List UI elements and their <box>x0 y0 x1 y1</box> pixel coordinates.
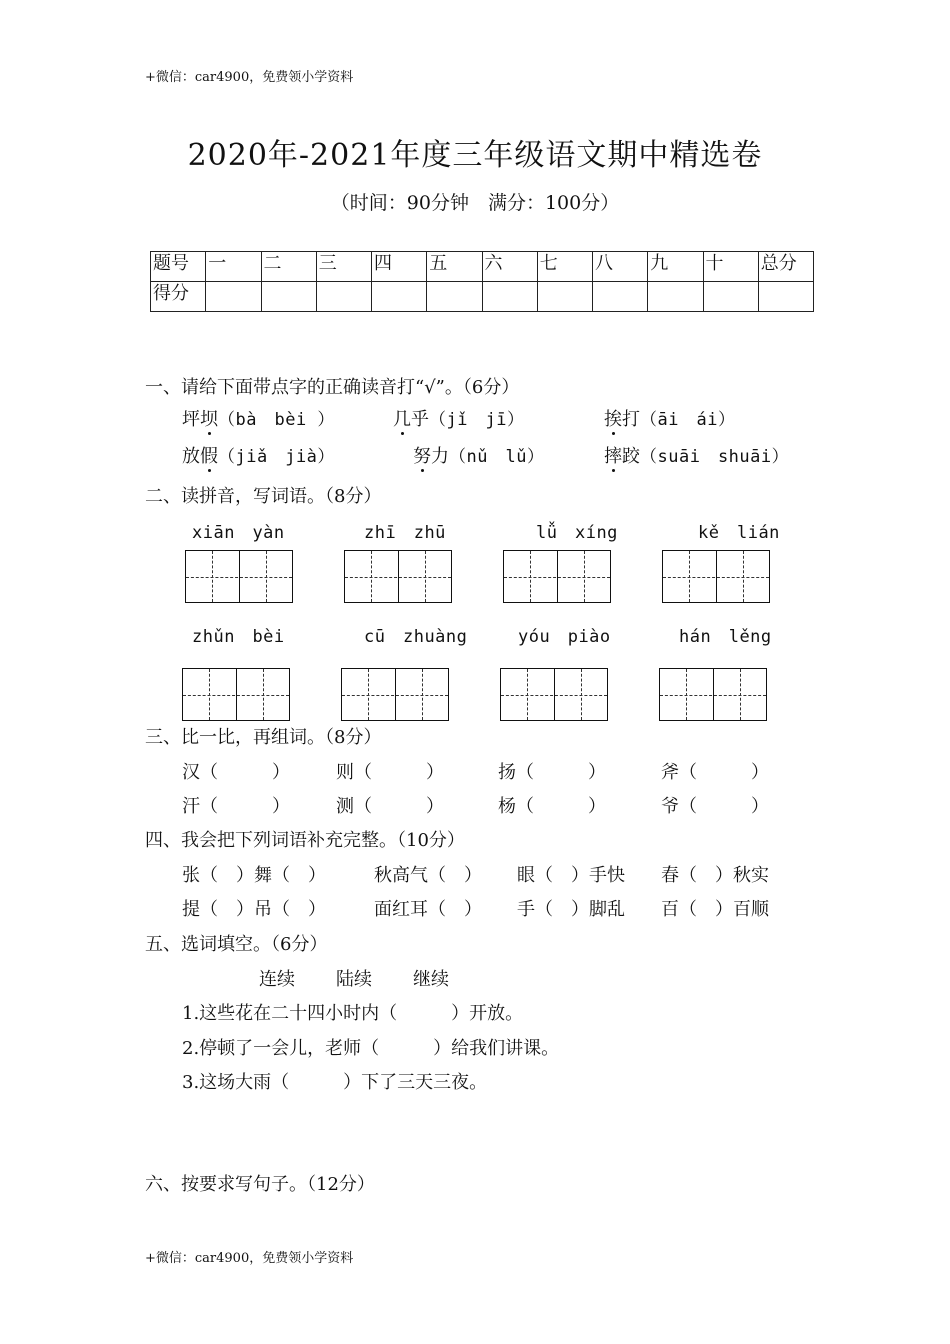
q5-option: 连续 <box>259 969 295 990</box>
q1-pinyin-options[interactable]: （jiǎ jià） <box>218 447 335 467</box>
writing-grid[interactable] <box>503 550 611 603</box>
q4-item[interactable]: 春（ ）秋实 <box>661 865 769 886</box>
q3-item[interactable]: 杨（ ） <box>498 796 606 817</box>
score-cell[interactable] <box>261 282 316 312</box>
score-cell[interactable] <box>758 282 813 312</box>
q1-pinyin-options[interactable]: （āi ái） <box>640 410 736 430</box>
q1-dotted-char: 坝 <box>200 409 218 430</box>
q1-dotted-char: 努 <box>413 446 431 467</box>
table-cell: 七 <box>537 252 592 282</box>
score-cell[interactable] <box>372 282 427 312</box>
q1-dotted-char: 几 <box>393 409 411 430</box>
q1-word-char: 跤 <box>622 446 640 467</box>
q1-word-char: 放 <box>182 446 200 467</box>
q2-pinyin: yóu piào <box>518 627 611 647</box>
exam-info: （时间：90分钟 满分：100分） <box>330 192 620 214</box>
q2-pinyin: cū zhuàng <box>364 627 468 647</box>
score-cell[interactable] <box>482 282 537 312</box>
score-cell[interactable] <box>537 282 592 312</box>
score-table-score-row <box>151 282 814 312</box>
table-cell: 总分 <box>758 252 813 282</box>
q1-word-char: 坪 <box>182 409 200 430</box>
q2-pinyin: hán lěng <box>679 627 772 647</box>
q1-pinyin-options[interactable]: （nǔ lǔ） <box>449 447 545 467</box>
q4-item[interactable]: 提（ ）吊（ ） <box>182 899 326 920</box>
q1-item <box>413 442 544 468</box>
q1-pinyin-options[interactable]: （suāi shuāi） <box>640 447 790 467</box>
q5-item[interactable]: 1.这些花在二十四小时内（ ）开放。 <box>182 1003 524 1024</box>
table-cell: 二 <box>261 252 316 282</box>
q4-heading: 四、我会把下列词语补充完整。（10分） <box>145 830 465 851</box>
q3-item[interactable]: 爷（ ） <box>661 796 769 817</box>
writing-grid[interactable] <box>659 668 767 721</box>
q1-item <box>604 405 735 431</box>
q3-heading: 三、比一比，再组词。（8分） <box>145 727 382 748</box>
table-cell: 五 <box>427 252 482 282</box>
writing-grid[interactable] <box>500 668 608 721</box>
q3-item[interactable]: 汉（ ） <box>182 762 290 783</box>
q5-option: 继续 <box>413 969 449 990</box>
table-cell: 八 <box>593 252 648 282</box>
table-cell: 一 <box>206 252 261 282</box>
page-title: 2020年-2021年度三年级语文期中精选卷 <box>187 138 763 173</box>
score-cell[interactable] <box>593 282 648 312</box>
q2-pinyin: kě lián <box>698 523 780 543</box>
q5-item[interactable]: 3.这场大雨（ ）下了三天三夜。 <box>182 1072 488 1093</box>
writing-grid[interactable] <box>344 550 452 603</box>
q3-item[interactable]: 扬（ ） <box>498 762 606 783</box>
table-cell: 四 <box>372 252 427 282</box>
q1-item <box>182 442 335 468</box>
q4-item[interactable]: 手（ ）脚乱 <box>517 899 625 920</box>
q2-pinyin: lǚ xíng <box>536 523 618 543</box>
table-cell: 六 <box>482 252 537 282</box>
writing-grid[interactable] <box>182 668 290 721</box>
table-cell: 九 <box>648 252 703 282</box>
q1-word-char: 力 <box>431 446 449 467</box>
q2-pinyin: xiān yàn <box>192 523 285 543</box>
q3-item[interactable]: 斧（ ） <box>661 762 769 783</box>
q5-option: 陆续 <box>336 969 372 990</box>
q2-heading: 二、读拼音，写词语。（8分） <box>145 486 382 507</box>
writing-grid[interactable] <box>185 550 293 603</box>
q2-pinyin: zhǔn bèi <box>192 627 285 647</box>
q3-item[interactable]: 则（ ） <box>336 762 444 783</box>
score-cell[interactable] <box>206 282 261 312</box>
q1-word-char: 打 <box>622 409 640 430</box>
score-cell[interactable] <box>316 282 371 312</box>
watermark-bottom: +微信：car4900，免费领小学资料 <box>145 1251 354 1266</box>
q1-word-char: 乎 <box>411 409 429 430</box>
score-table-header-row <box>151 252 814 282</box>
q3-item[interactable]: 测（ ） <box>336 796 444 817</box>
table-cell: 得分 <box>151 282 206 312</box>
q1-item <box>182 405 335 431</box>
watermark-top: +微信：car4900，免费领小学资料 <box>145 70 354 85</box>
q4-item[interactable]: 张（ ）舞（ ） <box>182 865 326 886</box>
q1-item <box>604 442 789 468</box>
q2-pinyin: zhī zhū <box>364 523 446 543</box>
q1-pinyin-options[interactable]: （jǐ jī） <box>429 410 525 430</box>
table-cell: 题号 <box>151 252 206 282</box>
score-table <box>150 251 814 312</box>
q4-item[interactable]: 百（ ）百顺 <box>661 899 769 920</box>
q4-item[interactable]: 眼（ ）手快 <box>517 865 625 886</box>
writing-grid[interactable] <box>341 668 449 721</box>
q5-heading: 五、选词填空。（6分） <box>145 934 328 955</box>
q1-pinyin-options[interactable]: （bà bèi ） <box>218 410 335 430</box>
q5-item[interactable]: 2.停顿了一会儿，老师（ ）给我们讲课。 <box>182 1038 560 1059</box>
q1-dotted-char: 摔 <box>604 446 622 467</box>
table-cell: 三 <box>316 252 371 282</box>
score-cell[interactable] <box>648 282 703 312</box>
table-cell: 十 <box>703 252 758 282</box>
q1-heading: 一、请给下面带点字的正确读音打“√”。（6分） <box>145 377 520 398</box>
q4-item[interactable]: 秋高气（ ） <box>374 865 482 886</box>
score-cell[interactable] <box>703 282 758 312</box>
q1-dotted-char: 挨 <box>604 409 622 430</box>
q6-heading: 六、按要求写句子。（12分） <box>145 1174 375 1195</box>
writing-grid[interactable] <box>662 550 770 603</box>
q1-item <box>393 405 524 431</box>
q1-dotted-char: 假 <box>200 446 218 467</box>
q3-item[interactable]: 汗（ ） <box>182 796 290 817</box>
q4-item[interactable]: 面红耳（ ） <box>374 899 482 920</box>
score-cell[interactable] <box>427 282 482 312</box>
